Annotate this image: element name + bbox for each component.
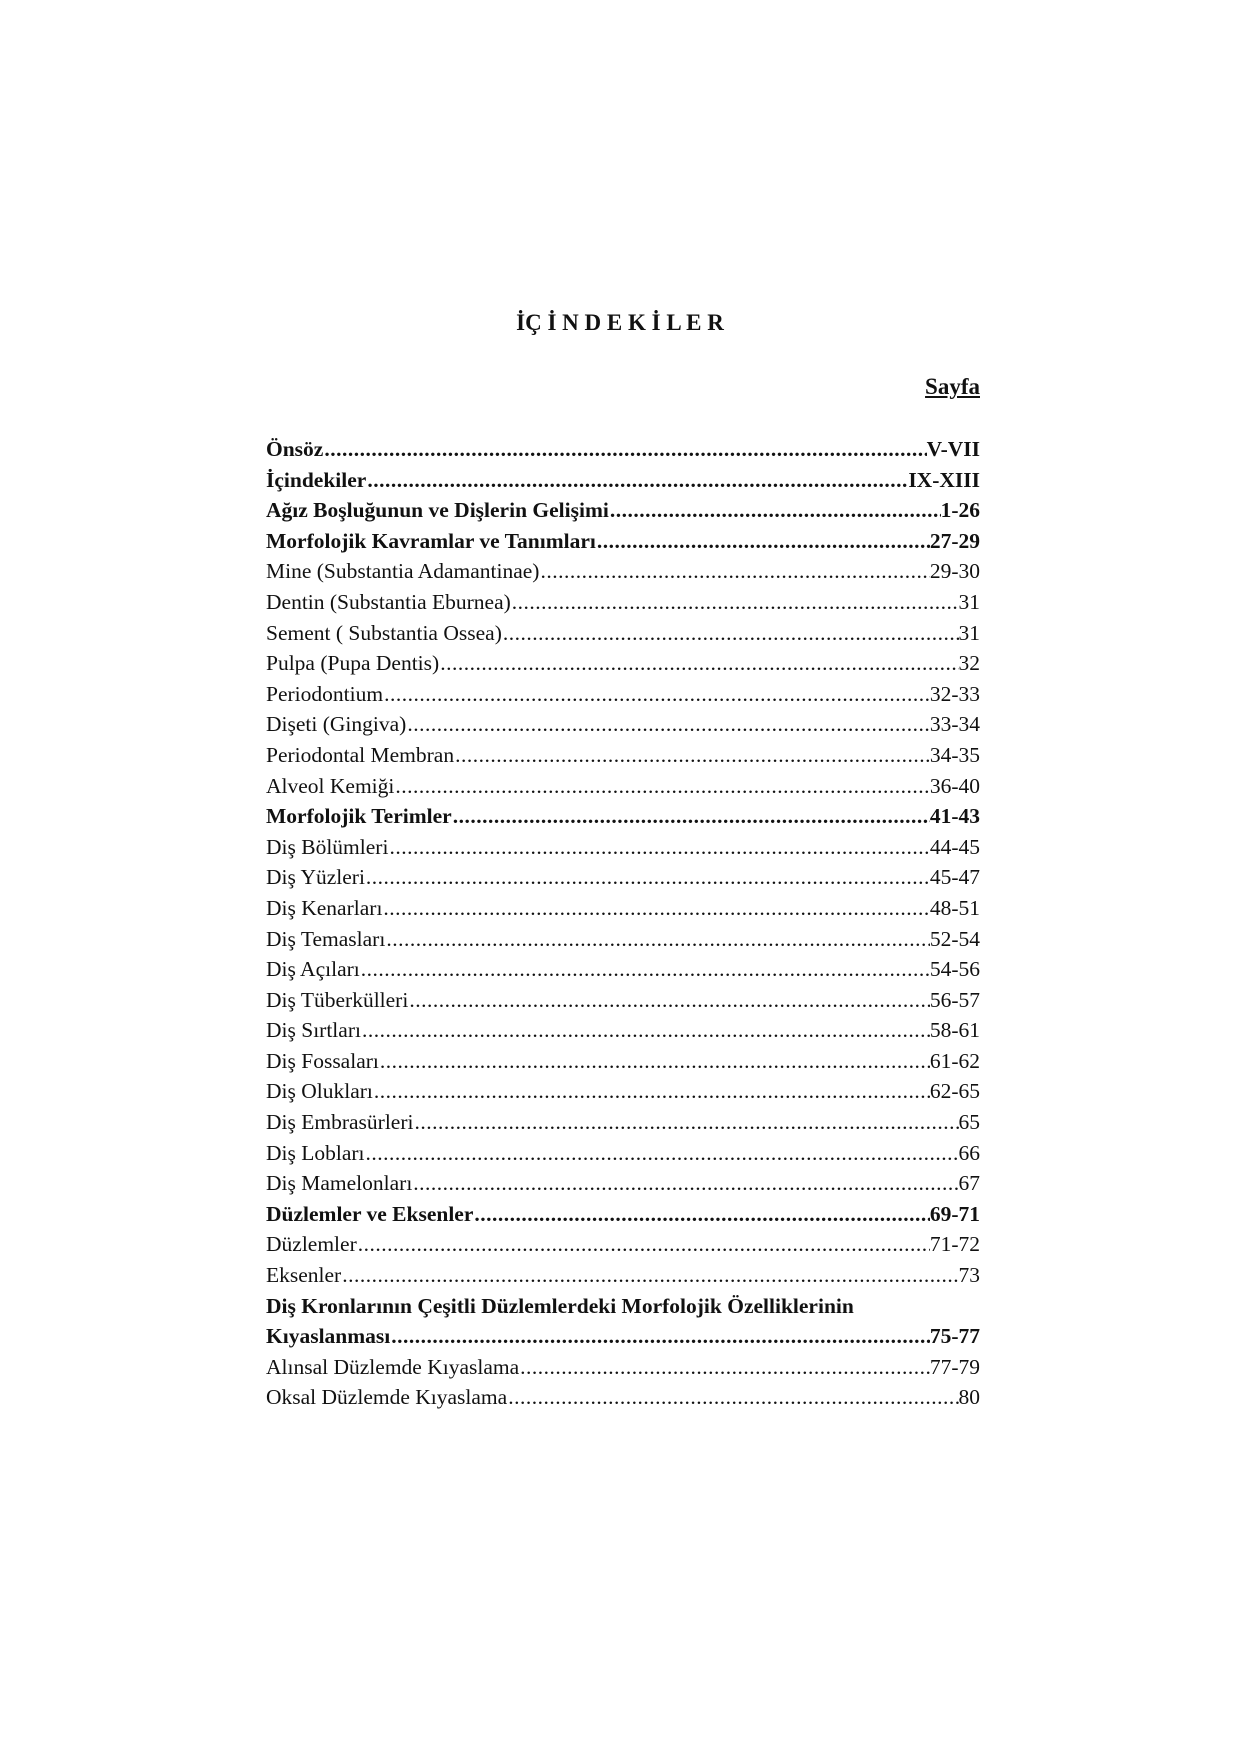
toc-entry-page: 66 bbox=[958, 1140, 980, 1165]
toc-entry-title: Düzlemler ve Eksenler bbox=[266, 1201, 474, 1226]
toc-entry-title: Diş Tüberkülleri bbox=[266, 987, 409, 1012]
toc-dot-leader bbox=[596, 526, 930, 557]
toc-entry bbox=[266, 740, 980, 771]
toc-dot-leader bbox=[539, 556, 929, 587]
toc-entry-page: 69-71 bbox=[929, 1201, 980, 1226]
toc-entry-page: 71-72 bbox=[929, 1232, 980, 1257]
toc-entry-page: 29-30 bbox=[929, 559, 980, 584]
toc-entry bbox=[266, 679, 980, 710]
toc-entry-title: Morfolojik Kavramlar ve Tanımları bbox=[266, 528, 596, 553]
toc-entry-title: Alınsal Düzlemde Kıyaslama bbox=[266, 1354, 520, 1379]
toc-dot-leader bbox=[379, 1046, 930, 1077]
toc-entry bbox=[266, 587, 980, 618]
toc-entry bbox=[266, 556, 980, 587]
toc-entry bbox=[266, 1382, 980, 1413]
toc-entry bbox=[266, 1138, 980, 1169]
toc-entry-page: 52-54 bbox=[929, 926, 980, 951]
toc-dot-leader bbox=[382, 893, 929, 924]
page-column-header: Sayfa bbox=[925, 374, 980, 399]
page-title: İÇ İ N D E K İ L E R bbox=[516, 310, 724, 335]
toc-entry-page: 27-29 bbox=[929, 528, 980, 553]
toc-dot-leader bbox=[473, 1199, 929, 1230]
toc-dot-leader bbox=[385, 924, 930, 955]
toc-entry-page: 77-79 bbox=[929, 1354, 980, 1379]
toc-dot-leader bbox=[366, 465, 908, 496]
toc-entry bbox=[266, 1015, 980, 1046]
toc-entry bbox=[266, 495, 980, 526]
toc-dot-leader bbox=[360, 954, 930, 985]
toc-entry-page: 44-45 bbox=[929, 834, 980, 859]
toc-dot-leader bbox=[412, 1168, 958, 1199]
toc-dot-leader bbox=[507, 1382, 958, 1413]
toc-dot-leader bbox=[502, 618, 959, 649]
toc-entry-title: Eksenler bbox=[266, 1263, 342, 1288]
toc-entry-title: Alveol Kemiği bbox=[266, 773, 395, 798]
toc-entry-title: Morfolojik Terimler bbox=[266, 804, 452, 829]
toc-entry bbox=[266, 1321, 980, 1352]
toc-entry bbox=[266, 924, 980, 955]
toc-dot-leader bbox=[365, 862, 930, 893]
toc-entry-page: 58-61 bbox=[929, 1018, 980, 1043]
toc-entry-title: Pulpa (Pupa Dentis) bbox=[266, 651, 440, 676]
toc-entry-title: Dişeti (Gingiva) bbox=[266, 712, 407, 737]
table-of-contents bbox=[266, 434, 980, 1413]
toc-dot-leader bbox=[394, 771, 929, 802]
toc-entry-page: 33-34 bbox=[929, 712, 980, 737]
toc-entry-page: 75-77 bbox=[929, 1324, 980, 1349]
toc-entry-title: Oksal Düzlemde Kıyaslama bbox=[266, 1385, 508, 1410]
toc-entry-page: 56-57 bbox=[929, 987, 980, 1012]
toc-entry-title: Diş Yüzleri bbox=[266, 865, 365, 890]
toc-entry-page: 67 bbox=[958, 1171, 980, 1196]
toc-entry-title: Periodontium bbox=[266, 681, 384, 706]
toc-entry-title: Diş Temasları bbox=[266, 926, 386, 951]
toc-entry-title: Periodontal Membran bbox=[266, 742, 455, 767]
toc-entry bbox=[266, 1076, 980, 1107]
toc-entry bbox=[266, 832, 980, 863]
toc-dot-leader bbox=[406, 709, 930, 740]
toc-entry-title: Diş Bölümleri bbox=[266, 834, 389, 859]
toc-dot-leader bbox=[323, 434, 926, 465]
toc-entry-title: İçindekiler bbox=[266, 467, 367, 492]
toc-entry bbox=[266, 1046, 980, 1077]
toc-dot-leader bbox=[357, 1229, 930, 1260]
toc-entry-title: Sement ( Substantia Ossea) bbox=[266, 620, 502, 645]
toc-dot-leader bbox=[341, 1260, 958, 1291]
toc-dot-leader bbox=[408, 985, 930, 1016]
toc-dot-leader bbox=[519, 1352, 930, 1383]
toc-entry-title: Diş Fossaları bbox=[266, 1048, 379, 1073]
toc-dot-leader bbox=[388, 832, 929, 863]
toc-entry bbox=[266, 1260, 980, 1291]
toc-entry-page: 65 bbox=[958, 1110, 980, 1135]
toc-dot-leader bbox=[413, 1107, 958, 1138]
toc-entry-title: Diş Kenarları bbox=[266, 895, 383, 920]
toc-entry bbox=[266, 648, 980, 679]
toc-dot-leader bbox=[383, 679, 930, 710]
toc-entry-title: Diş Açıları bbox=[266, 957, 360, 982]
toc-entry-title: Ağız Boşluğunun ve Dişlerin Gelişimi bbox=[266, 498, 609, 523]
toc-entry-page: 41-43 bbox=[929, 804, 980, 829]
toc-entry-page: 1-26 bbox=[940, 498, 980, 523]
toc-entry-page: 48-51 bbox=[929, 895, 980, 920]
toc-dot-leader bbox=[373, 1076, 930, 1107]
toc-dot-leader bbox=[365, 1138, 959, 1169]
toc-entry bbox=[266, 1168, 980, 1199]
toc-entry-page: 31 bbox=[958, 589, 980, 614]
toc-dot-leader bbox=[390, 1321, 930, 1352]
toc-entry-page: 54-56 bbox=[929, 957, 980, 982]
toc-entry-page: 45-47 bbox=[929, 865, 980, 890]
toc-entry bbox=[266, 709, 980, 740]
toc-entry bbox=[266, 1107, 980, 1138]
toc-entry-page: 34-35 bbox=[929, 742, 980, 767]
toc-entry bbox=[266, 618, 980, 649]
toc-entry bbox=[266, 465, 980, 496]
toc-entry-page: V-VII bbox=[926, 437, 980, 461]
toc-entry-title: Diş Mamelonları bbox=[266, 1171, 413, 1196]
toc-entry bbox=[266, 893, 980, 924]
toc-entry-title: Mine (Substantia Adamantinae) bbox=[266, 559, 540, 584]
toc-entry bbox=[266, 1199, 980, 1230]
toc-entry-page: 36-40 bbox=[929, 773, 980, 798]
toc-entry-page: IX-XIII bbox=[908, 467, 980, 492]
toc-dot-leader bbox=[454, 740, 930, 771]
toc-dot-leader bbox=[609, 495, 941, 526]
toc-entry-title: Diş Sırtları bbox=[266, 1018, 361, 1043]
toc-entry-page: 80 bbox=[958, 1385, 980, 1410]
toc-entry-title: Diş Lobları bbox=[266, 1140, 365, 1165]
toc-entry-title: Düzlemler bbox=[266, 1232, 357, 1257]
toc-entry-page: 61-62 bbox=[929, 1048, 980, 1073]
toc-entry bbox=[266, 954, 980, 985]
toc-entry-title: Dentin (Substantia Eburnea) bbox=[266, 589, 511, 614]
toc-entry-page: 32 bbox=[958, 651, 980, 676]
toc-entry-page: 32-33 bbox=[929, 681, 980, 706]
toc-entry-title: Önsöz bbox=[266, 437, 324, 461]
toc-entry-page: 31 bbox=[958, 620, 980, 645]
toc-entry bbox=[266, 771, 980, 802]
toc-entry-title: Diş Olukları bbox=[266, 1079, 373, 1104]
toc-entry-title: Kıyaslanması bbox=[266, 1324, 391, 1349]
toc-entry bbox=[266, 1229, 980, 1260]
toc-dot-leader bbox=[511, 587, 959, 618]
toc-entry bbox=[266, 985, 980, 1016]
toc-entry-title: Diş Embrasürleri bbox=[266, 1110, 414, 1135]
toc-entry bbox=[266, 526, 980, 557]
toc-entry-page: 73 bbox=[958, 1263, 980, 1288]
toc-dot-leader bbox=[452, 801, 930, 832]
toc-entry-title: Diş Kronlarının Çeşitli Düzlemlerdeki Morfolojik Özelliklerinin bbox=[266, 1293, 854, 1318]
toc-entry bbox=[266, 434, 980, 465]
toc-entry bbox=[266, 801, 980, 832]
toc-dot-leader bbox=[439, 648, 958, 679]
toc-entry bbox=[266, 1291, 980, 1322]
toc-entry bbox=[266, 1352, 980, 1383]
toc-entry bbox=[266, 862, 980, 893]
toc-dot-leader bbox=[361, 1015, 930, 1046]
toc-entry-page: 62-65 bbox=[929, 1079, 980, 1104]
